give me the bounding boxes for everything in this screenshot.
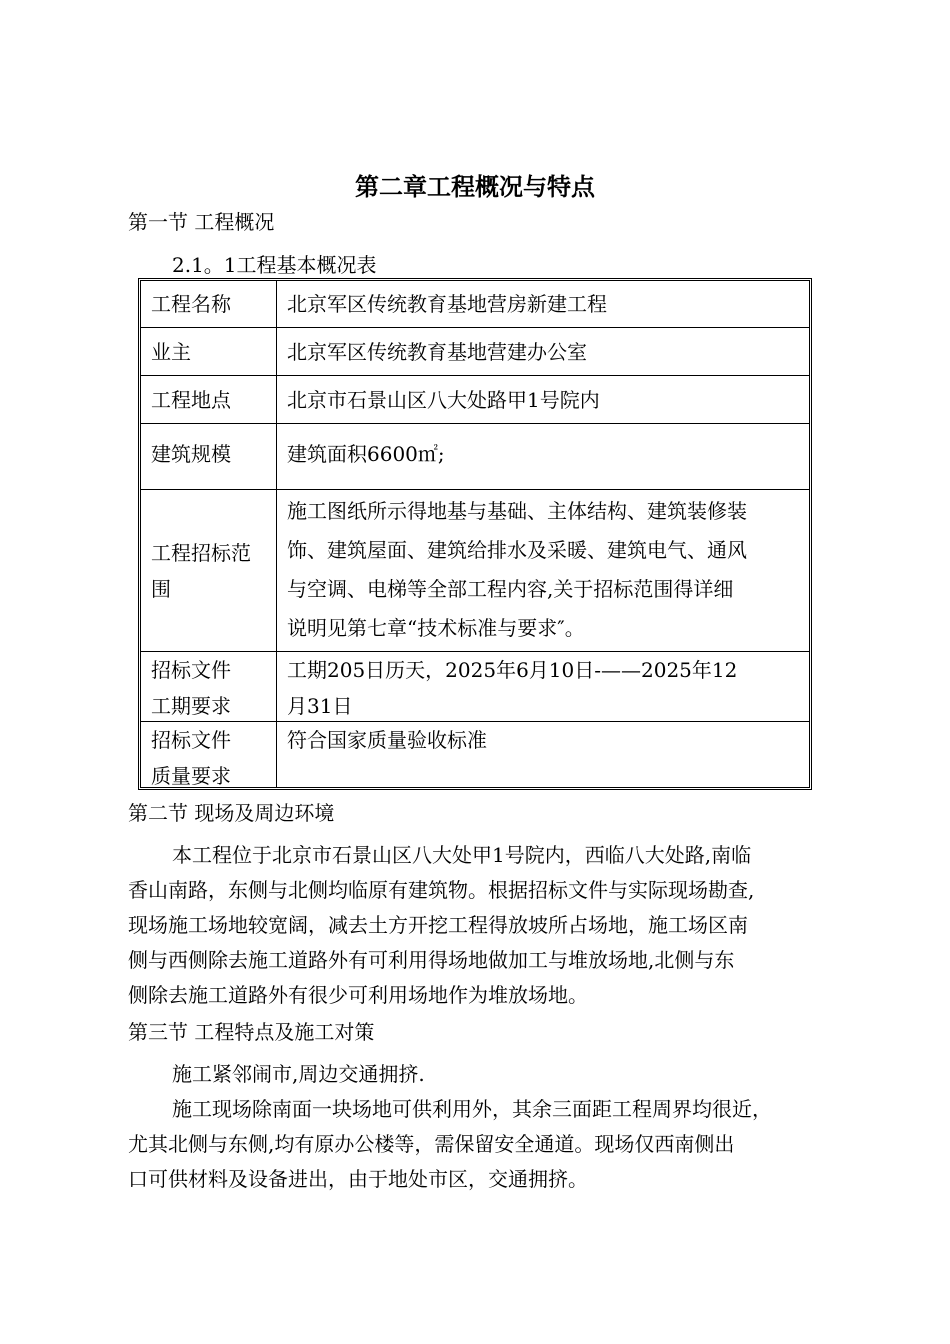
paragraph-line: 施工现场除南面一块场地可供利用外，其余三面距工程周界均很近， [172, 1097, 772, 1121]
row-value-line: 施工图纸所示得地基与基础、主体结构、建筑装修装 [287, 499, 747, 523]
site-features-paragraph [128, 1092, 838, 1197]
section-heading-3: 第三节 工程特点及施工对策 [128, 1020, 375, 1044]
paragraph-line: 香山南路，东侧与北侧均临原有建筑物。根据招标文件与实际现场勘查, [128, 878, 755, 902]
row-value [277, 490, 809, 651]
row-value: 北京市石景山区八大处路甲1号院内 [287, 387, 600, 412]
row-label-line: 工程招标范 [151, 540, 251, 565]
traffic-paragraph [128, 1057, 838, 1092]
row-value: 北京军区传统教育基地营建办公室 [287, 339, 587, 364]
paragraph-line: 侧与西侧除去施工道路外有可利用得场地做加工与堆放场地,北侧与东 [128, 948, 735, 972]
row-label: 工程名称 [141, 281, 277, 327]
row-label [141, 652, 277, 721]
row-label: 业主 [141, 328, 277, 375]
table-row [141, 721, 809, 787]
site-environment-paragraph [128, 838, 838, 1013]
paragraph-line: 本工程位于北京市石景山区八大处甲1号院内，西临八大处路,南临 [172, 843, 752, 867]
section-heading-2: 第二节 现场及周边环境 [128, 801, 335, 825]
section-heading-1: 第一节 工程概况 [128, 210, 275, 234]
chapter-title: 第二章工程概况与特点 [355, 172, 595, 201]
table-row [141, 489, 809, 651]
paragraph-line: 现场施工场地较宽阔，减去土方开挖工程得放坡所占场地，施工场区南 [128, 913, 748, 937]
row-value: 北京军区传统教育基地营房新建工程 [287, 292, 607, 316]
row-value: 建筑面积6600㎡; [287, 442, 445, 466]
paragraph-line: 尤其北侧与东侧,均有原办公楼等，需保留安全通道。现场仅西南侧出 [128, 1132, 735, 1156]
table-row [141, 423, 809, 489]
table-row [141, 375, 809, 423]
table-caption: 2.1。1工程基本概况表 [172, 253, 377, 277]
table-row [141, 651, 809, 721]
row-value-line: 工期205日历天，2025年6月10日-——2025年12 [287, 658, 738, 682]
project-overview-table [138, 278, 812, 790]
row-value-line: 月31日 [287, 694, 353, 718]
row-label-line: 质量要求 [151, 764, 231, 788]
table-row [141, 327, 809, 375]
row-value-line: 饰、建筑屋面、建筑给排水及采暖、建筑电气、通风 [287, 538, 747, 562]
row-value-line: 与空调、电梯等全部工程内容,关于招标范围得详细 [287, 577, 734, 601]
paragraph-line: 侧除去施工道路外有很少可利用场地作为堆放场地。 [128, 983, 588, 1007]
row-label-line: 围 [151, 576, 171, 601]
paragraph-line: 口可供材料及设备进出，由于地处市区，交通拥挤。 [128, 1167, 588, 1191]
row-value [277, 652, 809, 721]
row-label: 工程地点 [141, 376, 277, 423]
row-label [141, 722, 277, 787]
row-label-line: 招标文件 [151, 658, 231, 682]
paragraph-line: 施工紧邻闹市,周边交通拥挤. [172, 1062, 425, 1086]
row-label [141, 490, 277, 651]
row-label-line: 招标文件 [151, 728, 231, 752]
table-row [141, 281, 809, 327]
row-value: 符合国家质量验收标准 [287, 728, 487, 752]
row-value-line: 说明见第七章“技术标准与要求″。 [287, 616, 585, 640]
row-label-line: 工期要求 [151, 694, 231, 718]
row-label: 建筑规模 [141, 424, 277, 489]
